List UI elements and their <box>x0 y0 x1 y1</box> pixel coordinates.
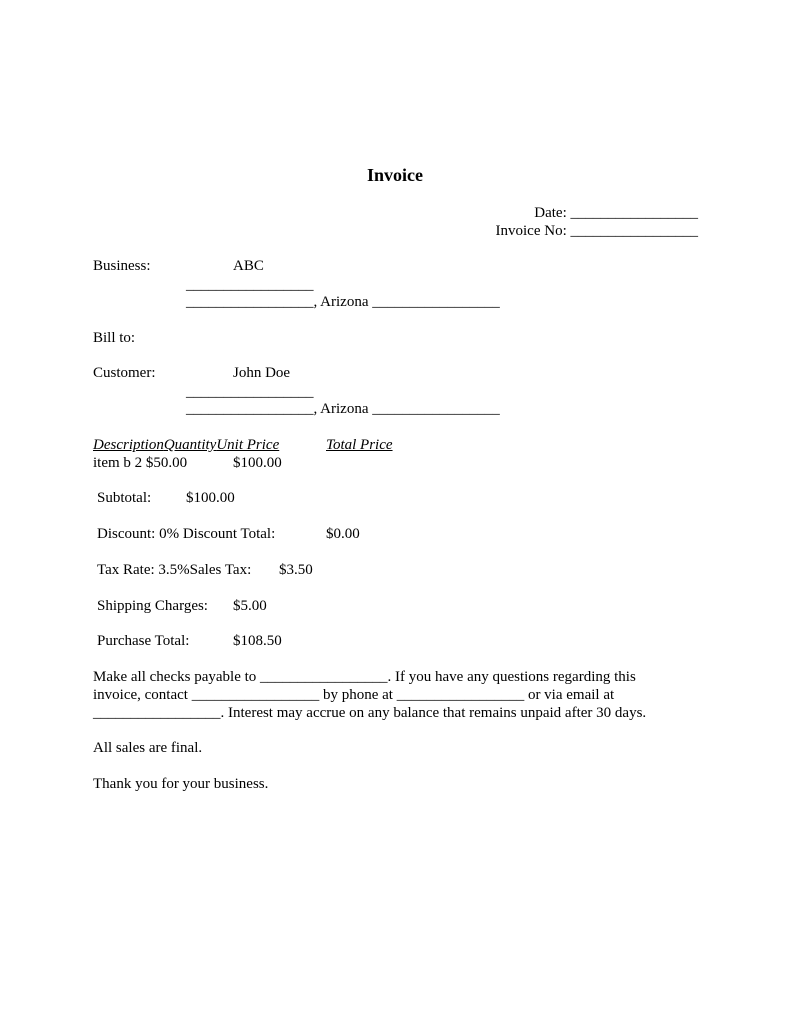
tax-label: Tax Rate: 3.5%Sales Tax: <box>97 562 252 578</box>
invoice-number-line: Invoice No: _________________ <box>495 223 698 239</box>
customer-label: Customer: <box>93 365 156 381</box>
business-label: Business: <box>93 258 151 274</box>
customer-address-line2: _________________, Arizona _________________ <box>186 401 500 417</box>
date-line: Date: _________________ <box>534 205 698 221</box>
business-name: ABC <box>233 258 264 274</box>
customer-address-line1: _________________ <box>186 384 314 400</box>
shipping-value: $5.00 <box>233 598 267 614</box>
purchase-total-value: $108.50 <box>233 633 282 649</box>
purchase-total-label: Purchase Total: <box>97 633 190 649</box>
header-total-price: Total Price <box>326 437 393 453</box>
invoice-title: Invoice <box>367 165 423 185</box>
business-address-line1: _________________ <box>186 277 314 293</box>
header-quantity: Quantity <box>163 437 217 453</box>
table-row-total: $100.00 <box>233 455 282 471</box>
customer-name: John Doe <box>233 365 291 381</box>
thank-you-note: Thank you for your business. <box>93 776 269 792</box>
sales-final-note: All sales are final. <box>93 740 203 756</box>
bill-to-label: Bill to: <box>93 330 136 346</box>
discount-value: $0.00 <box>326 526 360 542</box>
payment-note-line2: invoice, contact _________________ by phone at _________________ or via email at <box>93 687 615 703</box>
payment-note-line3: _________________. Interest may accrue on any balance that remains unpaid after 30 days. <box>93 705 647 721</box>
header-unit-price: Unit Price <box>216 437 280 453</box>
subtotal-value: $100.00 <box>186 490 235 506</box>
shipping-label: Shipping Charges: <box>97 598 208 614</box>
discount-label: Discount: 0% Discount Total: <box>97 526 276 542</box>
table-header-row <box>93 436 279 454</box>
subtotal-label: Subtotal: <box>97 490 152 506</box>
business-address-line2: _________________, Arizona _________________ <box>186 294 500 310</box>
header-description: Description <box>93 437 164 453</box>
payment-note-line1: Make all checks payable to _________________. If you have any questions regarding this <box>93 669 636 685</box>
tax-value: $3.50 <box>279 562 313 578</box>
table-row-item: item b 2 $50.00 <box>93 455 188 471</box>
